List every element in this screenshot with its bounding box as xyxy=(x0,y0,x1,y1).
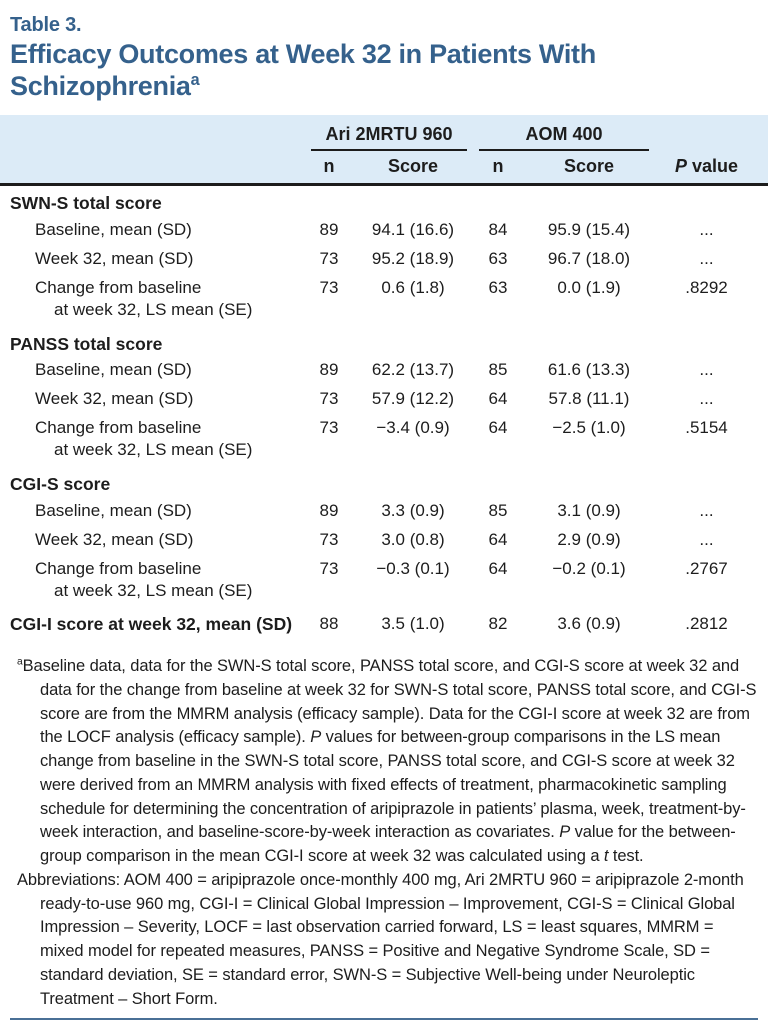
n-value-ari: 73 xyxy=(319,389,339,409)
footnotes xyxy=(10,655,758,1011)
column-header-n-1: n xyxy=(323,156,335,177)
table-row xyxy=(10,608,758,640)
row-label xyxy=(10,193,305,214)
score-value-aom: 95.9 (15.4) xyxy=(547,219,631,239)
row-label-line1: PANSS total score xyxy=(10,333,163,354)
table-row xyxy=(10,273,758,327)
score-value-ari: 94.1 (16.6) xyxy=(371,219,455,239)
column-header-n-2: n xyxy=(492,156,504,177)
page-title xyxy=(10,39,758,102)
italic-p: P xyxy=(310,728,322,747)
n-value-aom: 82 xyxy=(488,614,508,634)
p-value: ... xyxy=(699,360,714,380)
column-group-ari-2mrtu-960: Ari 2MRTU 960 xyxy=(311,124,467,151)
table-number-label: Table 3. xyxy=(10,14,82,36)
row-label xyxy=(10,614,305,635)
row-label-line1: Change from baseline xyxy=(35,277,202,297)
n-value-ari: 73 xyxy=(319,558,339,578)
row-label-line2: at week 32, LS mean (SE) xyxy=(54,580,253,600)
row-label xyxy=(10,530,305,550)
row-label xyxy=(10,474,305,495)
score-value-ari: 3.3 (0.9) xyxy=(381,500,445,520)
n-value-aom: 85 xyxy=(488,500,508,520)
score-value-aom: 2.9 (0.9) xyxy=(557,529,621,549)
row-label xyxy=(10,360,305,380)
row-label-line1: Week 32, mean (SD) xyxy=(35,389,194,409)
row-label-line1: CGI-I score at week 32, mean (SD) xyxy=(10,614,293,635)
score-value-ari: 95.2 (18.9) xyxy=(371,248,455,268)
footnote-a-marker: a xyxy=(17,656,23,668)
table-row xyxy=(10,215,758,244)
table-header xyxy=(0,115,768,186)
n-value-ari: 73 xyxy=(319,418,339,438)
column-header-score-1: Score xyxy=(387,156,439,177)
column-group-aom-400: AOM 400 xyxy=(479,124,649,151)
row-label xyxy=(10,220,305,240)
row-label-line1: CGI-S score xyxy=(10,474,111,495)
page-title-text: Efficacy Outcomes at Week 32 in Patients With Schizophrenia xyxy=(10,39,596,101)
table-row xyxy=(10,525,758,554)
table-row xyxy=(10,356,758,385)
row-label-line1: Week 32, mean (SD) xyxy=(35,529,194,549)
score-value-ari: 62.2 (13.7) xyxy=(371,360,455,380)
p-value: .5154 xyxy=(685,418,728,438)
row-label-line1: Baseline, mean (SD) xyxy=(35,219,192,239)
italic-p: P xyxy=(559,823,571,842)
table-row xyxy=(10,414,758,468)
n-value-ari: 89 xyxy=(319,219,339,239)
row-label xyxy=(10,249,305,269)
table-row xyxy=(10,467,758,496)
n-value-aom: 63 xyxy=(488,248,508,268)
table-row xyxy=(10,385,758,414)
table-body xyxy=(10,186,758,640)
p-value-rest: value xyxy=(686,156,739,177)
column-header-score-2: Score xyxy=(563,156,615,177)
n-value-ari: 73 xyxy=(319,529,339,549)
n-value-aom: 63 xyxy=(488,277,508,297)
n-value-ari: 73 xyxy=(319,248,339,268)
p-value: .2767 xyxy=(685,558,728,578)
row-label-line2: at week 32, LS mean (SE) xyxy=(54,299,253,319)
row-label xyxy=(10,418,305,463)
score-value-aom: 96.7 (18.0) xyxy=(547,248,631,268)
p-value: .8292 xyxy=(685,277,728,297)
score-value-aom: −0.2 (0.1) xyxy=(552,558,626,578)
n-value-aom: 64 xyxy=(488,529,508,549)
n-value-ari: 89 xyxy=(319,360,339,380)
n-value-ari: 73 xyxy=(319,277,339,297)
score-value-aom: 3.6 (0.9) xyxy=(557,614,621,634)
p-value: ... xyxy=(699,219,714,239)
row-label-line1: SWN-S total score xyxy=(10,193,162,214)
row-label-line1: Baseline, mean (SD) xyxy=(35,360,192,380)
score-value-aom: 61.6 (13.3) xyxy=(547,360,631,380)
italic-t: t xyxy=(603,847,609,866)
footnote-abbreviations: Abbreviations: AOM 400 = aripiprazole once-monthly 400 mg, Ari 2MRTU 960 = aripiprazole 2-month ready-to-use 960 mg, CGI-I = Clinical Global Impression – Improvement, CGI-S = Clinical Global Impression – Severity, LOCF = last observation carried forward, LS = least squares, MMRM = mixed model for repeated measures, PANSS = Positive and Negative Syndrome Scale, SD = standard deviation, SE = standard error, SWN-S = Subjective Well-being under Neuroleptic Treatment – Short Form. xyxy=(17,870,744,1008)
score-value-ari: 3.0 (0.8) xyxy=(381,529,445,549)
score-value-ari: 57.9 (12.2) xyxy=(371,389,455,409)
p-value: .2812 xyxy=(685,614,728,634)
table-group-header-row xyxy=(10,122,758,151)
score-value-ari: −3.4 (0.9) xyxy=(376,418,450,438)
row-label-line1: Change from baseline xyxy=(35,558,202,578)
n-value-aom: 85 xyxy=(488,360,508,380)
n-value-aom: 64 xyxy=(488,418,508,438)
score-value-aom: 57.8 (11.1) xyxy=(548,389,630,409)
title-footnote-marker: a xyxy=(190,70,200,89)
table-row xyxy=(10,496,758,525)
n-value-aom: 64 xyxy=(488,389,508,409)
row-label-line2: at week 32, LS mean (SE) xyxy=(54,440,253,460)
p-value: ... xyxy=(699,529,714,549)
table-row xyxy=(10,244,758,273)
row-label xyxy=(10,559,305,604)
score-value-aom: 3.1 (0.9) xyxy=(557,500,621,520)
table-subheader-row xyxy=(10,151,758,183)
table-row xyxy=(10,186,758,215)
p-value-italic-p: P xyxy=(674,156,687,177)
row-label xyxy=(10,501,305,521)
row-label-line1: Change from baseline xyxy=(35,418,202,438)
row-label xyxy=(10,278,305,323)
table-row xyxy=(10,327,758,356)
n-value-aom: 84 xyxy=(488,219,508,239)
score-value-aom: 0.0 (1.9) xyxy=(557,277,621,297)
row-label xyxy=(10,389,305,409)
bottom-rule xyxy=(10,1018,758,1020)
row-label-line1: Week 32, mean (SD) xyxy=(35,248,194,268)
p-value: ... xyxy=(699,248,714,268)
score-value-ari: −0.3 (0.1) xyxy=(376,558,450,578)
p-value: ... xyxy=(699,389,714,409)
p-value: ... xyxy=(699,500,714,520)
n-value-ari: 88 xyxy=(319,614,339,634)
score-value-ari: 0.6 (1.8) xyxy=(381,277,445,297)
column-header-p-value xyxy=(655,156,758,177)
score-value-ari: 3.5 (1.0) xyxy=(381,614,445,634)
score-value-aom: −2.5 (1.0) xyxy=(552,418,626,438)
n-value-aom: 64 xyxy=(488,558,508,578)
table-row xyxy=(10,554,758,608)
row-label xyxy=(10,334,305,355)
footnote-a: $^a$Baseline data, data for the SWN-S total score, PANSS total score, and CGI-S score at week 32 and data for the change from baseline at week 32 for SWN-S total score, PANSS total score, and CGI-S score are from the MMRM analysis (efficacy sample). Data for the CGI-I score at week 32 are from the LOCF analysis (efficacy sample). P values for between-group comparisons in the LS mean change from baseline in the SWN-S total score, PANSS total score, and CGI-S score at week 32 were derived from an MMRM analysis with fixed effects of treatment, pharmacokinetic sampling schedule for determining the concentration of aripiprazole in patients’ plasma, week, treatment-by-week interaction, and baseline-score-by-week interaction as covariates. P value for the between-group comparison in the mean CGI-I score at week 32 was calculated using a t test. xyxy=(17,656,757,866)
n-value-ari: 89 xyxy=(319,500,339,520)
row-label-line1: Baseline, mean (SD) xyxy=(35,500,192,520)
